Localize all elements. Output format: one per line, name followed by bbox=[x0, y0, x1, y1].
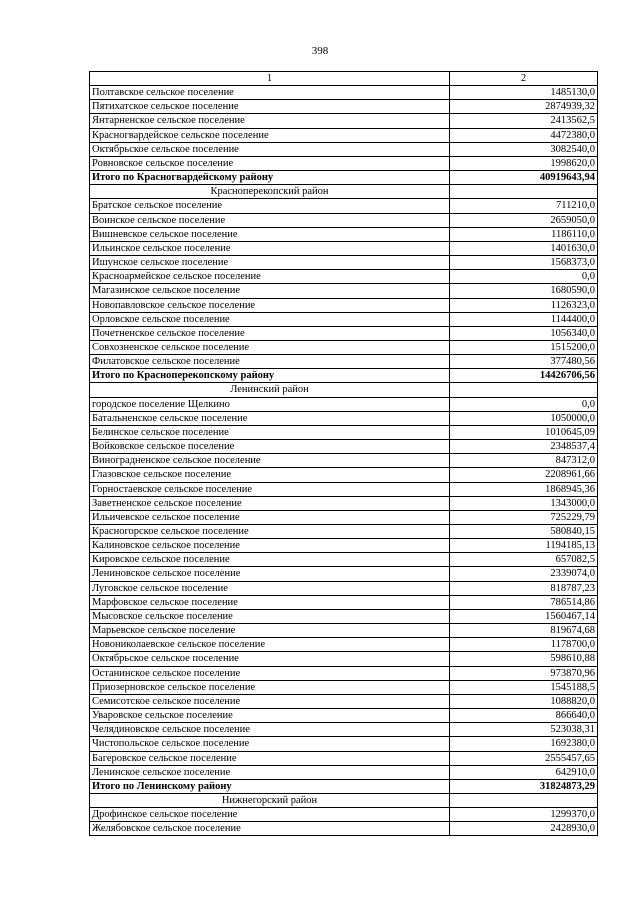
settlement-name: Пятихатское сельское поселение bbox=[90, 100, 450, 114]
amount-value: 866640,0 bbox=[450, 709, 598, 723]
amount-value: 786514,86 bbox=[450, 595, 598, 609]
settlement-name: Совхозненское сельское поселение bbox=[90, 340, 450, 354]
settlement-name: Янтарненское сельское поселение bbox=[90, 114, 450, 128]
table-row bbox=[90, 609, 598, 623]
amount-value: 2348537,4 bbox=[450, 440, 598, 454]
settlement-name: Красногорское сельское поселение bbox=[90, 525, 450, 539]
table-row bbox=[90, 510, 598, 524]
amount-value: 598610,88 bbox=[450, 652, 598, 666]
amount-value: 1868945,36 bbox=[450, 482, 598, 496]
table-row bbox=[90, 751, 598, 765]
settlement-name: Ильинское сельское поселение bbox=[90, 241, 450, 255]
amount-value: 2428930,0 bbox=[450, 822, 598, 836]
settlement-name: Луговское сельское поселение bbox=[90, 581, 450, 595]
empty-cell bbox=[450, 185, 598, 199]
table-row bbox=[90, 425, 598, 439]
settlement-name: Братское сельское поселение bbox=[90, 199, 450, 213]
amount-value: 1545188,5 bbox=[450, 680, 598, 694]
settlement-name: Почетненское сельское поселение bbox=[90, 326, 450, 340]
table-header-row bbox=[90, 72, 598, 86]
amount-value: 725229,79 bbox=[450, 510, 598, 524]
settlement-name: Заветненское сельское поселение bbox=[90, 496, 450, 510]
total-label: Итого по Ленинскому району bbox=[90, 779, 450, 793]
total-label: Итого по Красноперекопскому району bbox=[90, 369, 450, 383]
total-label: Итого по Красногвардейскому району bbox=[90, 171, 450, 185]
table-row bbox=[90, 553, 598, 567]
table-row bbox=[90, 298, 598, 312]
table-row bbox=[90, 638, 598, 652]
amount-value: 2413562,5 bbox=[450, 114, 598, 128]
column-header-1: 1 bbox=[90, 72, 450, 86]
table-row bbox=[90, 213, 598, 227]
amount-value: 2874939,32 bbox=[450, 100, 598, 114]
table-row bbox=[90, 397, 598, 411]
settlement-name: Уваровское сельское поселение bbox=[90, 709, 450, 723]
settlement-name: Марфовское сельское поселение bbox=[90, 595, 450, 609]
amount-value: 1010645,09 bbox=[450, 425, 598, 439]
amount-value: 2555457,65 bbox=[450, 751, 598, 765]
section-header-row bbox=[90, 793, 598, 807]
district-name: Красноперекопский район bbox=[90, 185, 450, 199]
district-name: Нижнегорский район bbox=[90, 793, 450, 807]
settlement-name: Останинское сельское поселение bbox=[90, 666, 450, 680]
table-row bbox=[90, 808, 598, 822]
table-row bbox=[90, 468, 598, 482]
table-row bbox=[90, 241, 598, 255]
table-row bbox=[90, 723, 598, 737]
table-row bbox=[90, 709, 598, 723]
table-row bbox=[90, 128, 598, 142]
amount-value: 1568373,0 bbox=[450, 256, 598, 270]
settlement-name: Лениновское сельское поселение bbox=[90, 567, 450, 581]
table-row bbox=[90, 227, 598, 241]
amount-value: 1998620,0 bbox=[450, 156, 598, 170]
amount-value: 4472380,0 bbox=[450, 128, 598, 142]
settlement-name: Горностаевское сельское поселение bbox=[90, 482, 450, 496]
amount-value: 711210,0 bbox=[450, 199, 598, 213]
settlement-name: Октябрьское сельское поселение bbox=[90, 142, 450, 156]
settlement-name: Калиновское сельское поселение bbox=[90, 539, 450, 553]
table-row bbox=[90, 156, 598, 170]
amount-value: 1515200,0 bbox=[450, 340, 598, 354]
settlement-name: городское поселение Щелкино bbox=[90, 397, 450, 411]
district-name: Ленинский район bbox=[90, 383, 450, 397]
settlement-name: Красногвардейское сельское поселение bbox=[90, 128, 450, 142]
table-row bbox=[90, 114, 598, 128]
table-row bbox=[90, 539, 598, 553]
amount-value: 523038,31 bbox=[450, 723, 598, 737]
amount-value: 1144400,0 bbox=[450, 312, 598, 326]
amount-value: 1401630,0 bbox=[450, 241, 598, 255]
table-row bbox=[90, 822, 598, 836]
settlement-name: Челядиновское сельское поселение bbox=[90, 723, 450, 737]
table-row bbox=[90, 326, 598, 340]
total-value: 40919643,94 bbox=[450, 171, 598, 185]
settlement-name: Белинское сельское поселение bbox=[90, 425, 450, 439]
amount-value: 2208961,66 bbox=[450, 468, 598, 482]
settlement-name: Ленинское сельское поселение bbox=[90, 765, 450, 779]
settlement-name: Кировское сельское поселение bbox=[90, 553, 450, 567]
amount-value: 1194185,13 bbox=[450, 539, 598, 553]
settlement-name: Ровновское сельское поселение bbox=[90, 156, 450, 170]
settlement-name: Ильичевское сельское поселение bbox=[90, 510, 450, 524]
table-row bbox=[90, 270, 598, 284]
table-row bbox=[90, 525, 598, 539]
settlement-name: Полтавское сельское поселение bbox=[90, 86, 450, 100]
table-row bbox=[90, 86, 598, 100]
table-row bbox=[90, 440, 598, 454]
settlement-name: Багеровское сельское поселение bbox=[90, 751, 450, 765]
table-row bbox=[90, 340, 598, 354]
amount-value: 642910,0 bbox=[450, 765, 598, 779]
section-header-row bbox=[90, 383, 598, 397]
amount-value: 1186110,0 bbox=[450, 227, 598, 241]
table-row bbox=[90, 411, 598, 425]
settlement-name: Чистопольское сельское поселение bbox=[90, 737, 450, 751]
amount-value: 818787,23 bbox=[450, 581, 598, 595]
table-row bbox=[90, 482, 598, 496]
total-row bbox=[90, 779, 598, 793]
page-number: 398 bbox=[311, 45, 329, 57]
settlement-name: Желябовское сельское поселение bbox=[90, 822, 450, 836]
amount-value: 0,0 bbox=[450, 397, 598, 411]
amount-value: 657082,5 bbox=[450, 553, 598, 567]
settlement-name: Глазовское сельское поселение bbox=[90, 468, 450, 482]
amount-value: 2339074,0 bbox=[450, 567, 598, 581]
amount-value: 377480,56 bbox=[450, 355, 598, 369]
amount-value: 0,0 bbox=[450, 270, 598, 284]
table-row bbox=[90, 312, 598, 326]
amount-value: 819674,68 bbox=[450, 624, 598, 638]
table-row bbox=[90, 100, 598, 114]
table-row bbox=[90, 624, 598, 638]
amount-value: 1126323,0 bbox=[450, 298, 598, 312]
amount-value: 1178700,0 bbox=[450, 638, 598, 652]
settlement-name: Войковское сельское поселение bbox=[90, 440, 450, 454]
table-body bbox=[90, 72, 598, 836]
table-row bbox=[90, 284, 598, 298]
settlement-name: Виноградненское сельское поселение bbox=[90, 454, 450, 468]
table-row bbox=[90, 142, 598, 156]
amount-value: 847312,0 bbox=[450, 454, 598, 468]
amount-value: 580840,15 bbox=[450, 525, 598, 539]
table-row bbox=[90, 737, 598, 751]
amount-value: 1050000,0 bbox=[450, 411, 598, 425]
table-row bbox=[90, 355, 598, 369]
table-row bbox=[90, 765, 598, 779]
settlement-name: Красноармейское сельское поселение bbox=[90, 270, 450, 284]
total-value: 31824873,29 bbox=[450, 779, 598, 793]
settlement-name: Воинское сельское поселение bbox=[90, 213, 450, 227]
section-header-row bbox=[90, 185, 598, 199]
amount-value: 1343000,0 bbox=[450, 496, 598, 510]
settlement-name: Вишневское сельское поселение bbox=[90, 227, 450, 241]
amount-value: 1056340,0 bbox=[450, 326, 598, 340]
amount-value: 1680590,0 bbox=[450, 284, 598, 298]
total-row bbox=[90, 171, 598, 185]
amount-value: 1088820,0 bbox=[450, 694, 598, 708]
budget-table bbox=[89, 71, 598, 836]
amount-value: 3082540,0 bbox=[450, 142, 598, 156]
settlement-name: Ишунское сельское поселение bbox=[90, 256, 450, 270]
table-row bbox=[90, 581, 598, 595]
empty-cell bbox=[450, 793, 598, 807]
settlement-name: Магазинское сельское поселение bbox=[90, 284, 450, 298]
table-row bbox=[90, 199, 598, 213]
amount-value: 1692380,0 bbox=[450, 737, 598, 751]
amount-value: 2659050,0 bbox=[450, 213, 598, 227]
table-row bbox=[90, 496, 598, 510]
total-value: 14426706,56 bbox=[450, 369, 598, 383]
table-row bbox=[90, 680, 598, 694]
amount-value: 1560467,14 bbox=[450, 609, 598, 623]
settlement-name: Дрофинское сельское поселение bbox=[90, 808, 450, 822]
settlement-name: Приозерновское сельское поселение bbox=[90, 680, 450, 694]
settlement-name: Мысовское сельское поселение bbox=[90, 609, 450, 623]
total-row bbox=[90, 369, 598, 383]
settlement-name: Батальненское сельское поселение bbox=[90, 411, 450, 425]
table-row bbox=[90, 454, 598, 468]
settlement-name: Октябрьское сельское поселение bbox=[90, 652, 450, 666]
table-row bbox=[90, 567, 598, 581]
table-row bbox=[90, 666, 598, 680]
settlement-name: Орловское сельское поселение bbox=[90, 312, 450, 326]
settlement-name: Филатовское сельское поселение bbox=[90, 355, 450, 369]
column-header-2: 2 bbox=[450, 72, 598, 86]
table-row bbox=[90, 595, 598, 609]
empty-cell bbox=[450, 383, 598, 397]
table-row bbox=[90, 694, 598, 708]
amount-value: 1299370,0 bbox=[450, 808, 598, 822]
settlement-name: Семисотское сельское поселение bbox=[90, 694, 450, 708]
table-row bbox=[90, 256, 598, 270]
amount-value: 1485130,0 bbox=[450, 86, 598, 100]
settlement-name: Новопавловское сельское поселение bbox=[90, 298, 450, 312]
amount-value: 973870,96 bbox=[450, 666, 598, 680]
settlement-name: Новониколаевское сельское поселение bbox=[90, 638, 450, 652]
settlement-name: Марьевское сельское поселение bbox=[90, 624, 450, 638]
table-row bbox=[90, 652, 598, 666]
